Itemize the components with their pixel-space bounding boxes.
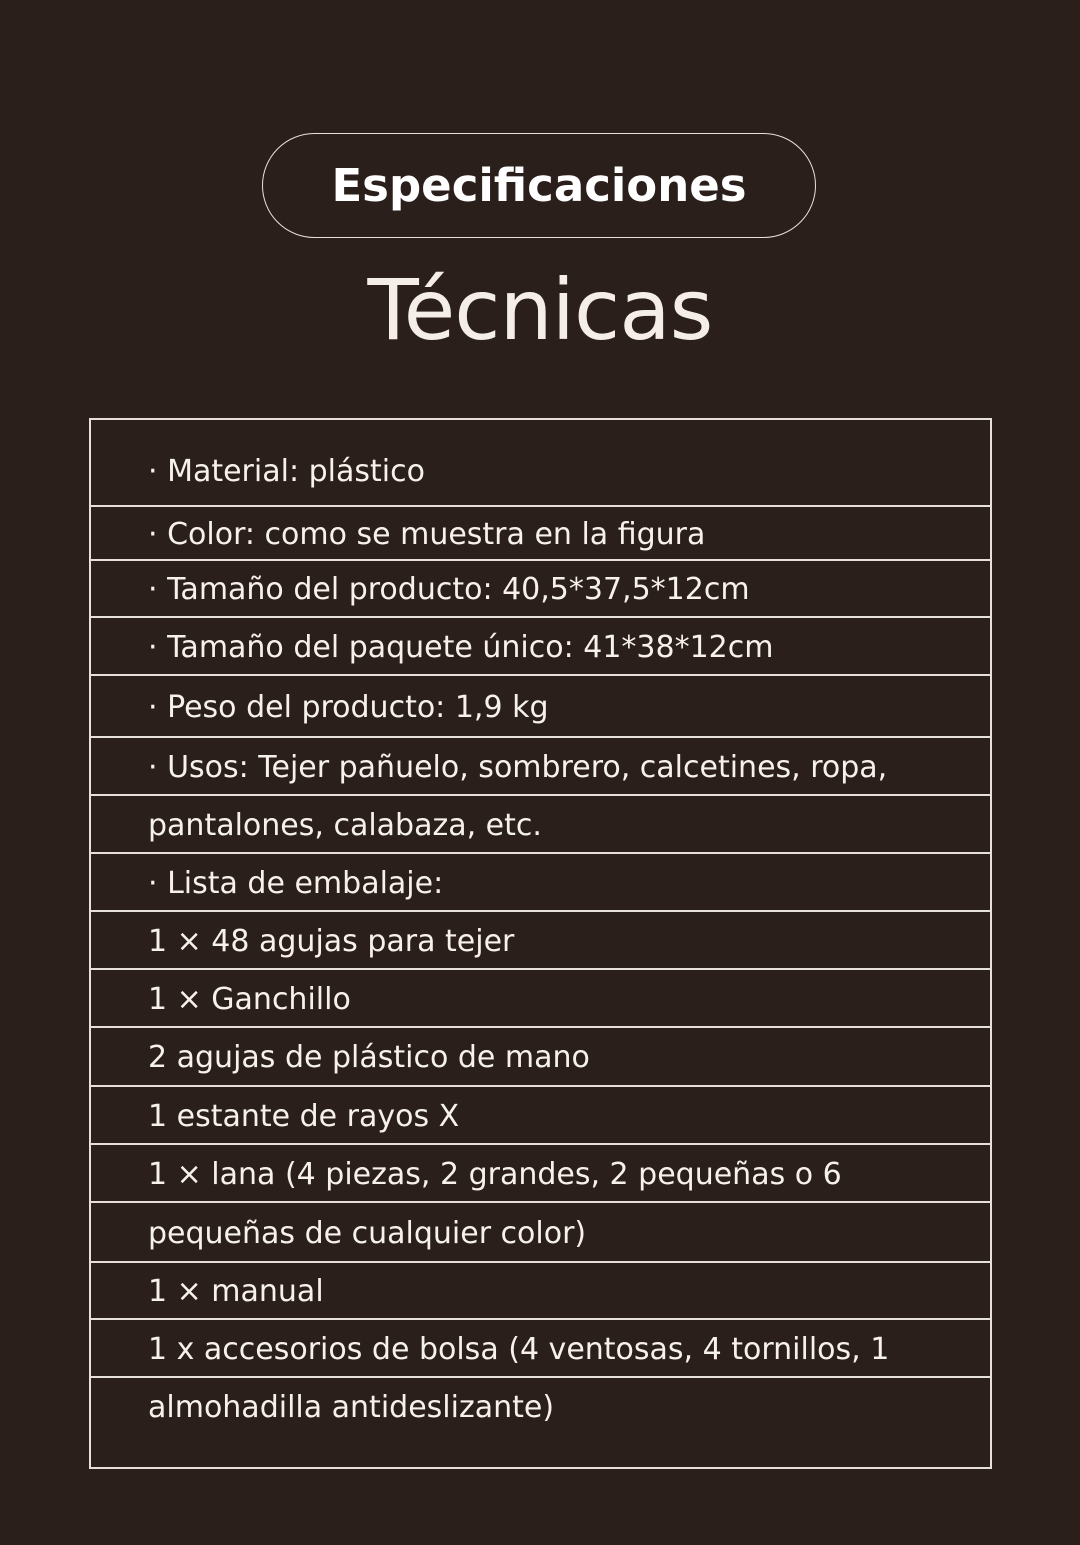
spec-row-hand-needles <box>91 1028 990 1087</box>
spec-row-product-size <box>91 561 990 618</box>
spec-text: · Peso del producto: 1,9 kg <box>148 689 549 725</box>
spec-row-crochet <box>91 970 990 1028</box>
spec-text: · Color: como se muestra en la figura <box>148 516 706 552</box>
spec-text: 1 × Ganchillo <box>148 981 351 1017</box>
title-badge <box>262 133 816 238</box>
spec-row-shelf <box>91 1087 990 1145</box>
spec-text: · Material: plástico <box>148 454 425 489</box>
badge-label: Especificaciones <box>331 159 747 212</box>
spec-text: 1 estante de rayos X <box>148 1098 460 1134</box>
spec-text: · Usos: Tejer pañuelo, sombrero, calcetines, ropa, <box>148 749 888 785</box>
spec-text: · Tamaño del producto: 40,5*37,5*12cm <box>148 572 750 607</box>
spec-row-needles <box>91 912 990 970</box>
spec-row-accessories <box>91 1320 990 1378</box>
spec-row-wool-cont <box>91 1203 990 1263</box>
spec-text: · Lista de embalaje: <box>148 865 444 901</box>
spec-row-package-size <box>91 618 990 676</box>
spec-text: pantalones, calabaza, etc. <box>148 807 542 843</box>
spec-text: 1 x accesorios de bolsa (4 ventosas, 4 tornillos, 1 <box>148 1331 890 1367</box>
spec-row-packing-list <box>91 854 990 912</box>
spec-text: 1 × manual <box>148 1274 324 1309</box>
spec-text: almohadilla antideslizante) <box>148 1390 555 1425</box>
spec-row-accessories-cont <box>91 1378 990 1467</box>
spec-row-weight <box>91 676 990 738</box>
spec-text: 2 agujas de plástico de mano <box>148 1040 590 1075</box>
spec-text: 1 × 48 agujas para tejer <box>148 923 515 959</box>
spec-row-uses <box>91 738 990 796</box>
spec-text: · Tamaño del paquete único: 41*38*12cm <box>148 629 774 665</box>
spec-row-color <box>91 507 990 561</box>
spec-row-material <box>91 420 990 507</box>
page-title: Técnicas <box>367 261 713 359</box>
spec-row-wool <box>91 1145 990 1203</box>
spec-text: 1 × lana (4 piezas, 2 grandes, 2 pequeñas o 6 <box>148 1156 842 1192</box>
spec-row-uses-cont <box>91 796 990 854</box>
spec-row-manual <box>91 1263 990 1320</box>
spec-text: pequeñas de cualquier color) <box>148 1215 587 1251</box>
spec-table <box>89 418 992 1469</box>
